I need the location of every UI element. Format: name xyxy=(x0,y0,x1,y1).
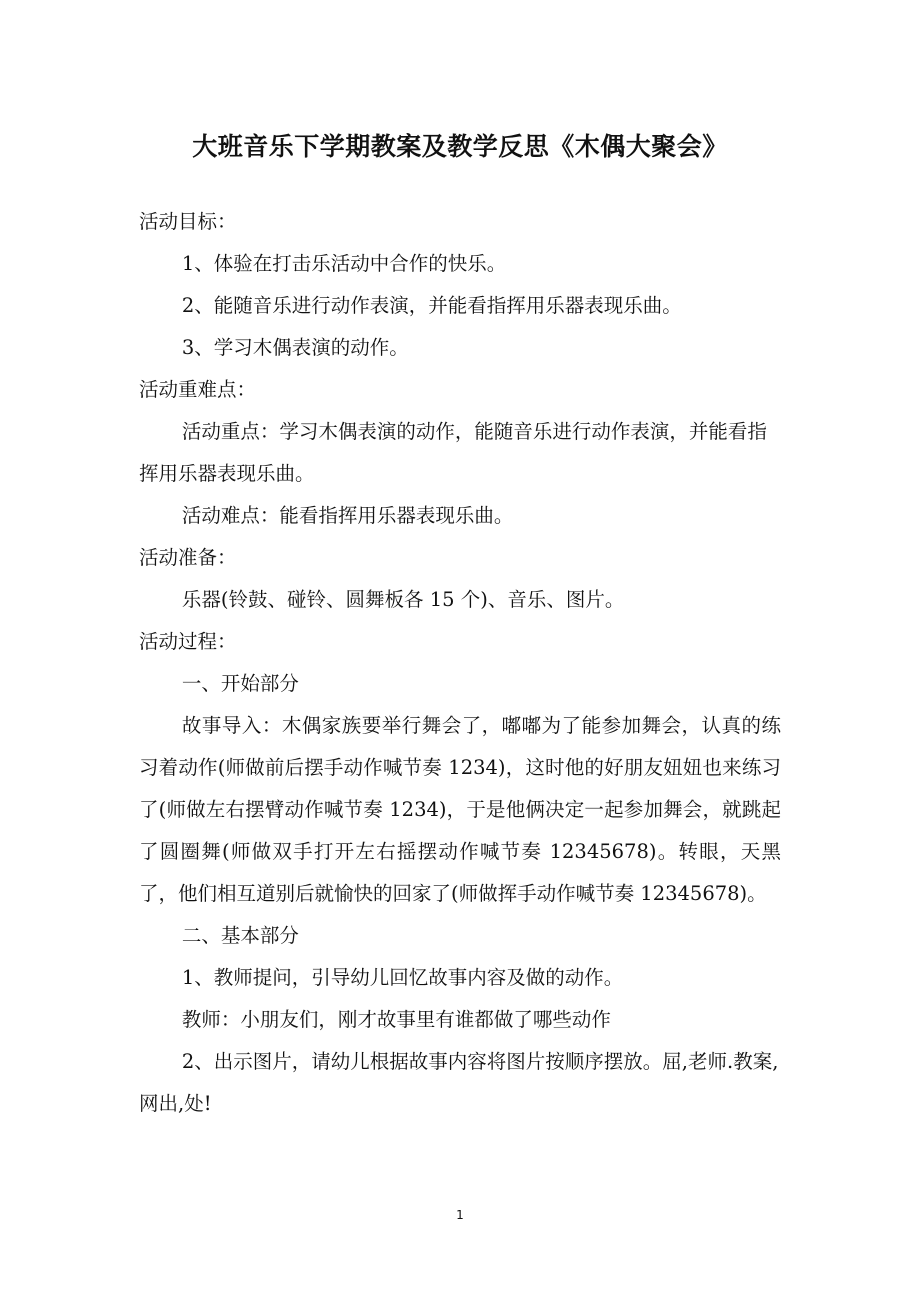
process-heading: 活动过程： xyxy=(139,630,237,653)
section-heading: 二、基本部分 xyxy=(181,924,299,947)
page-title: 大班音乐下学期教案及教学反思《木偶大聚会》 xyxy=(192,131,728,161)
teacher-question-paragraph: 教师：小朋友们，刚才故事里有谁都做了哪些动作 xyxy=(181,1008,611,1031)
page-number: 1 xyxy=(456,1208,464,1222)
story-intro-paragraph: 故事导入：木偶家族要举行舞会了，嘟嘟为了能参加舞会，认真的练习着动作(师做前后摆手动作喊节奏 1234)，这时他的好朋友妞妞也来练习了(师做左右摆臂动作喊节奏 1234)，于是他俩决定一起参加舞会，就跳起了圆圈舞(师做双手打开左右摇摆动作喊节奏 12345678)。转眼，天黑了，他们相互道别后就愉快的回家了(师做挥手动作喊节奏 12345678)。 xyxy=(139,714,781,905)
key-points-heading: 活动重难点： xyxy=(139,378,257,401)
goal-item: 1、体验在打击乐活动中合作的快乐。 xyxy=(181,252,507,275)
document-body xyxy=(139,201,781,1125)
key-point-paragraph: 活动重点：学习木偶表演的动作，能随音乐进行动作表演，并能看指挥用乐器表现乐曲。 xyxy=(139,420,767,485)
goals-heading: 活动目标： xyxy=(139,210,237,233)
preparation-paragraph: 乐器(铃鼓、碰铃、圆舞板各 15 个)、音乐、图片。 xyxy=(181,588,625,611)
step-paragraph: 2、出示图片，请幼儿根据故事内容将图片按顺序摆放。屈,老师.教案,网出,处! xyxy=(139,1050,779,1115)
preparation-heading: 活动准备： xyxy=(139,546,237,569)
goal-item: 3、学习木偶表演的动作。 xyxy=(181,336,409,359)
section-heading: 一、开始部分 xyxy=(181,672,299,695)
step-paragraph: 1、教师提问，引导幼儿回忆故事内容及做的动作。 xyxy=(181,966,624,989)
difficulty-paragraph: 活动难点：能看指挥用乐器表现乐曲。 xyxy=(181,504,514,527)
goal-item: 2、能随音乐进行动作表演，并能看指挥用乐器表现乐曲。 xyxy=(181,294,682,317)
